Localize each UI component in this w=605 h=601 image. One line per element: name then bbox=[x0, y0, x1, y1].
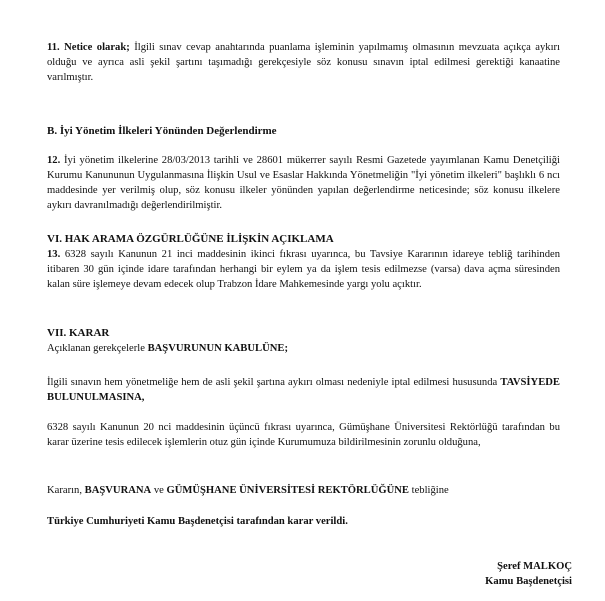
decision-notification-requirement: 6328 sayılı Kanunun 20 nci maddesinin üçüncü fıkrası uyarınca, Gümüşhane Üniversitesi Rektörlüğü tarafından bu karar üzerine tesis edilecek işlemlerin otuz gün içinde Kurumumuza bildirilmesinin zorunlu olduğuna, bbox=[47, 422, 560, 448]
signatory-name: Şeref MALKOÇ bbox=[497, 561, 572, 572]
decision-recommendation-bold: TAVSİYEDE BULUNULMASINA, bbox=[47, 377, 560, 403]
decision-acceptance bbox=[47, 341, 560, 356]
section-vi-heading: VI. HAK ARAMA ÖZGÜRLÜĞÜNE İLİŞKİN AÇIKLAMA bbox=[47, 233, 334, 245]
decision-recommendation bbox=[47, 375, 560, 405]
item-12-text: İyi yönetim ilkelerine 28/03/2013 tarihli ve 28601 mükerrer sayılı Resmi Gazetede yayımlanan Kamu Denetçiliği Kurumu Kanununun Uygulanmasına İlişkin Usul ve Esaslar Hakkında Yönetmeliğin "İyi yönetim ilkeleri" başlıklı 6 ncı maddesinde yer verilmiş olup, söz konusu ilkeler yönünden yapılan değerlendirme neticesinde; söz konusu ilkelere aykırı davranılmadığı değerlendirilmiştir. bbox=[47, 155, 560, 211]
paragraph-item-11 bbox=[47, 40, 560, 85]
section-b-heading: B. İyi Yönetim İlkeleri Yönünden Değerlendirme bbox=[47, 125, 277, 137]
item-12-number: 12. bbox=[47, 155, 61, 166]
decision-delivery-recipient-2: GÜMÜŞHANE ÜNİVERSİTESİ REKTÖRLÜĞÜNE bbox=[166, 485, 409, 496]
decision-delivery-mid: ve bbox=[151, 485, 167, 496]
item-13-number: 13. bbox=[47, 249, 61, 260]
decision-delivery-recipient-1: BAŞVURANA bbox=[84, 485, 152, 496]
paragraph-item-13 bbox=[47, 247, 560, 292]
decision-acceptance-text: Açıklanan gerekçelerle bbox=[47, 343, 148, 354]
decision-delivery-prefix: Kararın, bbox=[47, 485, 85, 496]
item-13-text: 6328 sayılı Kanunun 21 inci maddesinin ikinci fıkrası uyarınca, bu Tavsiye Kararının idareye tebliğ tarihinden itibaren 30 gün içinde idare tarafından herhangi bir eylem ya da işlem tesis edilmezse (varsa) dava açma süresinden kalan süre işlemeye devam edecek olup Trabzon İdare Mahkemesinde yargı yolu açıktır. bbox=[47, 249, 560, 290]
item-11-text: İlgili sınav cevap anahtarında puanlama işleminin yapılmamış olmasının mevzuata açıkça aykırı olduğu ve ayrıca asli şekil şartını taşımadığı gerekçesiyle söz konusu sınavın iptal edilmesi gerektiği kanaatine varılmıştır. bbox=[47, 42, 560, 83]
decision-acceptance-bold: BAŞVURUNUN KABULÜNE; bbox=[147, 343, 288, 354]
section-vii-heading: VII. KARAR bbox=[47, 327, 110, 339]
decision-recommendation-text: İlgili sınavın hem yönetmeliğe hem de asli şekil şartına aykırı olması nedeniyle iptal edilmesi hususunda bbox=[47, 377, 501, 388]
signature-block bbox=[485, 559, 572, 589]
decision-delivery-suffix: tebliğine bbox=[409, 485, 449, 496]
decision-delivery bbox=[47, 483, 560, 498]
signatory-title: Kamu Başdenetçisi bbox=[485, 576, 572, 587]
item-11-number: 11. Netice olarak; bbox=[47, 42, 130, 53]
decision-issued-by-text: Türkiye Cumhuriyeti Kamu Başdenetçisi tarafından karar verildi. bbox=[47, 516, 348, 527]
decision-issued-by bbox=[47, 514, 560, 529]
paragraph-item-12 bbox=[47, 153, 560, 213]
